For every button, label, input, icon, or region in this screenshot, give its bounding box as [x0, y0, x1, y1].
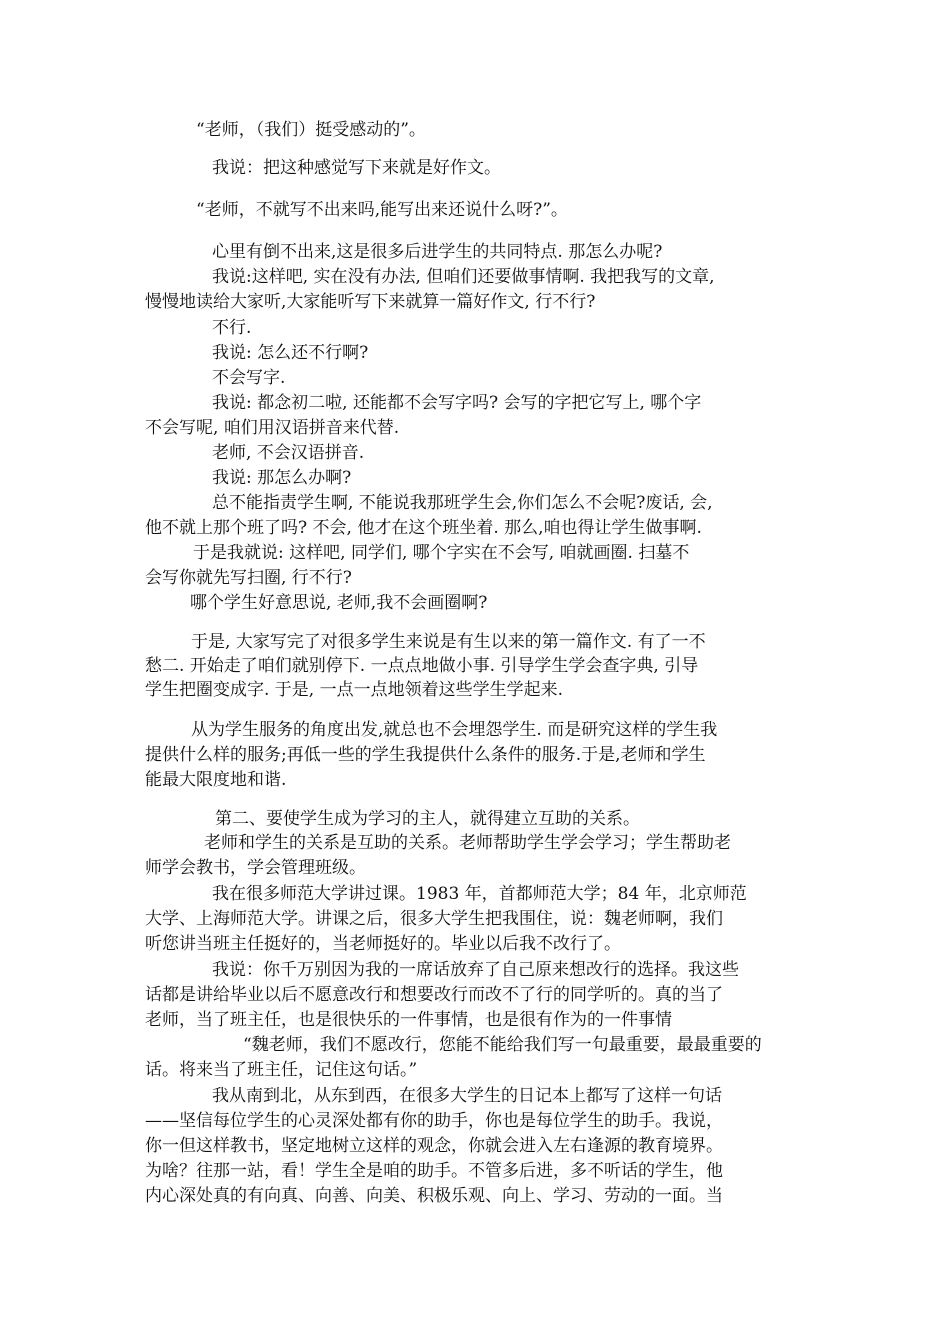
paragraph-line: “魏老师，我们不愿改行，您能不能给我们写一句最重要，最最重要的	[243, 1035, 762, 1055]
section-heading: 第二、要使学生成为学习的主人，就得建立互助的关系。	[215, 809, 640, 829]
paragraph-line: 我从南到北，从东到西，在很多大学生的日记本上都写了这样一句话	[212, 1086, 722, 1106]
paragraph-line: 提供什么样的服务;再低一些的学生我提供什么条件的服务.于是,老师和学生	[145, 745, 706, 765]
paragraph-line: 为啥？往那一站，看！学生全是咱的助手。不管多后进，多不听话的学生，他	[145, 1161, 723, 1181]
paragraph-line: 不会写字.	[212, 368, 286, 388]
paragraph-line: 老师和学生的关系是互助的关系。老师帮助学生学会学习；学生帮助老	[204, 833, 731, 853]
paragraph-line: 话。将来当了班主任，记住这句话。”	[145, 1060, 418, 1080]
paragraph-line: 我说: 怎么还不行啊?	[212, 343, 369, 363]
paragraph-line: 不行.	[212, 318, 252, 338]
paragraph-line: 我说：把这种感觉写下来就是好作文。	[212, 158, 501, 178]
paragraph-line: 听您讲当班主任挺好的，当老师挺好的。毕业以后我不改行了。	[145, 934, 621, 954]
paragraph-line: 老师, 不会汉语拼音.	[212, 443, 365, 463]
paragraph-line: 于是, 大家写完了对很多学生来说是有生以来的第一篇作文. 有了一不	[191, 632, 706, 652]
paragraph-line: “老师，（我们）挺受感动的”。	[196, 120, 426, 140]
paragraph-line: 我说：你千万别因为我的一席话放弃了自己原来想改行的选择。我这些	[212, 960, 739, 980]
paragraph-line: 你一但这样教书，坚定地树立这样的观念，你就会进入左右逢源的教育境界。	[145, 1136, 723, 1156]
paragraph-line: “老师，不就写不出来吗,能写出来还说什么呀?”。	[196, 200, 568, 220]
paragraph-line: 哪个学生好意思说, 老师,我不会画圈啊?	[190, 593, 488, 613]
paragraph-line: 会写你就先写扫圈, 行不行?	[145, 568, 352, 588]
paragraph-line: 他不就上那个班了吗? 不会, 他才在这个班坐着. 那么,咱也得让学生做事啊.	[145, 518, 702, 538]
paragraph-line: 我说:这样吧, 实在没有办法, 但咱们还要做事情啊. 我把我写的文章,	[212, 267, 715, 287]
paragraph-line: 总不能指责学生啊, 不能说我那班学生会,你们怎么不会呢?废话, 会,	[212, 493, 713, 513]
paragraph-line: 心里有倒不出来,这是很多后进学生的共同特点. 那怎么办呢?	[212, 242, 663, 262]
paragraph-line: 于是我就说: 这样吧, 同学们, 哪个字实在不会写, 咱就画圈. 扫墓不	[193, 543, 690, 563]
paragraph-line: 从为学生服务的角度出发,就总也不会埋怨学生. 而是研究这样的学生我	[191, 720, 718, 740]
paragraph-line: 我在很多师范大学讲过课。1983 年，首都师范大学；84 年，北京师范	[212, 884, 747, 904]
paragraph-line: 我说: 那怎么办啊?	[212, 468, 352, 488]
paragraph-line: 我说: 都念初二啦, 还能都不会写字吗? 会写的字把它写上, 哪个字	[212, 393, 702, 413]
paragraph-line: 老师，当了班主任，也是很快乐的一件事情，也是很有作为的一件事情	[145, 1010, 672, 1030]
paragraph-line: 愁二. 开始走了咱们就别停下. 一点点地做小事. 引导学生学会查字典, 引导	[145, 656, 699, 676]
paragraph-line: 不会写呢, 咱们用汉语拼音来代替.	[145, 418, 400, 438]
paragraph-line: 学生把圈变成字. 于是, 一点一点地领着这些学生学起来.	[145, 680, 564, 700]
paragraph-line: ——坚信每位学生的心灵深处都有你的助手，你也是每位学生的助手。我说，	[145, 1111, 723, 1131]
paragraph-line: 话都是讲给毕业以后不愿意改行和想要改行而改不了行的同学听的。真的当了	[145, 985, 723, 1005]
paragraph-line: 大学、上海师范大学。讲课之后，很多大学生把我围住，说：魏老师啊，我们	[145, 909, 723, 929]
paragraph-line: 内心深处真的有向真、向善、向美、积极乐观、向上、学习、劳动的一面。当	[145, 1186, 723, 1206]
paragraph-line: 师学会教书，学会管理班级。	[145, 858, 366, 878]
paragraph-line: 能最大限度地和谐.	[145, 770, 287, 790]
paragraph-line: 慢慢地读给大家听,大家能听写下来就算一篇好作文, 行不行?	[145, 292, 596, 312]
